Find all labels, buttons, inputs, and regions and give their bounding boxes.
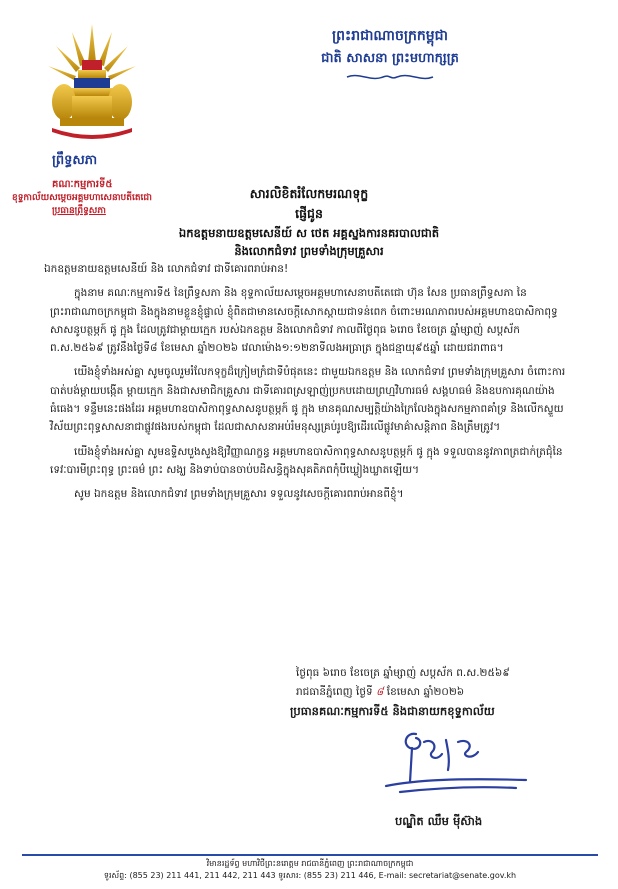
letter-title-sendto: ផ្ញើជូន (295, 206, 323, 221)
signatory-name: បណ្ឌិត ឈឹម ម៉ីស៊ាង (395, 814, 483, 828)
senate-emblem-icon (42, 22, 142, 140)
solar-date-prefix: រាជធានីភ្នំពេញ ថ្ងៃទី (296, 686, 373, 698)
solar-date (296, 683, 596, 702)
president-office: ប្រធានព្រឹទ្ធសភា (52, 206, 106, 216)
letter-recipient: ឯកឧត្ដមនាយឧត្ដមសេនីយ៍ ស ថេត អគ្គស្នងការនគរបាលជាតិ (178, 226, 440, 240)
ornament-divider-icon (345, 72, 435, 82)
salutation: ឯកឧត្ដមនាយឧត្ដមសេនីយ៍ និង លោកជំទាវ ជាទីគោរពរាប់អាន! (44, 263, 289, 275)
lunar-date: ថ្ងៃពុធ ៦រោច ខែចេត្រ ឆ្នាំម្សាញ់ សប្ដស័ក ព.ស.២៥៦៩ (296, 667, 510, 679)
letter-recipient-family: និងលោកជំទាវ ព្រមទាំងក្រុមគ្រួសារ (234, 244, 384, 258)
national-motto: ជាតិ សាសនា ព្រះមហាក្សត្រ (321, 51, 459, 66)
paragraph-2: យើងខ្ញុំទាំងអស់គ្នា សូមចូលរួមរំលែកទុក្ខដ៏ក្រៀមក្រំជាទីបំផុតនេះ ជាមួយឯកឧត្ដម និង លោកជំទាវ ព្រមទាំងក្រុមគ្រួសារ ចំពោះការបាត់បង់ម្ដាយបង្កើត ម្ដាយក្មេក និងជាសមាជិកគ្រួសារ ជាទីគោរពស្រឡាញ់ប្រកបដោយព្រហ្មវិហារធម៌ សង្គហធម៌ និងឧបការគុណយ៉ាងធំធេង។ ទន្ទឹមនេះផងដែរ អគ្គមហាឧបាសិកាពុទ្ធសាសនូបត្ថម្ភក៍ ផូ ក្អុង មានគុណសម្បត្តិយ៉ាងក្រៃលែងក្នុងសកម្មភាពគាំទ្រ និងលើកស្ទួយវិស័យព្រះពុទ្ធសាសនាជាផ្លូវផងរបស់កម្ពុជា ដែលជាសាសនាអប់រំមនុស្សគ្រប់រូបឱ្យដើរលើផ្លូវមាគ៌ាសន្តិភាព និងត្រឹមត្រូវ។ (50, 366, 566, 434)
office-name: ខុទ្ទកាល័យសម្ដេចអគ្គមហាសេនាបតីតេជោ (12, 193, 152, 203)
paragraph-1: ក្នុងនាម គណៈកម្មការទី៥ នៃព្រឹទ្ធសភា និង ខុទ្ទកាល័យសម្ដេចអគ្គមហាសេនាបតីតេជោ ហ៊ុន សែន ប្រធានព្រឹទ្ធសភា នៃព្រះរាជាណាចក្រកម្ពុជា និងក្នុងនាមខ្លួនខ្ញុំផ្ទាល់ ខ្ញុំពិតជាមានសេចក្ដីសោកស្ដាយជាទន់ពេក ចំពោះមរណភាពរបស់អគ្គមហាឧបាសិកាពុទ្ធសាសនូបត្ថម្ភក៍ ផូ ក្អុង ដែលត្រូវជាម្ដាយក្មេក របស់ឯកឧត្ដម និងលោកជំទាវ កាលពីថ្ងៃពុធ ៦រោច ខែចេត្រ ឆ្នាំម្សាញ់ សប្ដស័ក ព.ស.២៥៦៩ ត្រូវនឹងថ្ងៃទី៨ ខែមេសា ឆ្នាំ២០២៦ វេលាម៉ោង១:១២នាទីលងអធ្រាត្រ ក្នុងជន្មាយុ៩៥ឆ្នាំ ដោយជរាពាធ។ (50, 287, 558, 355)
footer-address: វិមានរដ្ឋទ័ព្ធ មហាវិថីព្រះនរោត្ដម រាជធានីភ្នំពេញ ព្រះរាជាណាចក្រកម្ពុជា (206, 859, 414, 868)
letter-body (44, 260, 568, 510)
solar-date-day: ៨ (376, 686, 384, 698)
kingdom-name: ព្រះរាជាណាចក្រកម្ពុជា (331, 28, 448, 44)
date-block (296, 664, 596, 702)
footer-divider (22, 854, 598, 856)
commission-name: គណៈកម្មការទី៥ (52, 179, 113, 190)
signatory-title: ប្រធានគណៈកម្មការទី៥ និងជានាយកខុទ្ទកាល័យ (290, 704, 495, 718)
footer-contact: ទូរស័ព្ទ: (855 23) 211 441, 211 442, 211 443 ទូរសារ: (855 23) 211 446, E-mail: secretariat@senate.gov.kh (103, 871, 517, 880)
solar-date-suffix: ខែមេសា ឆ្នាំ២០២៦ (386, 686, 465, 698)
handwritten-signature (376, 722, 536, 802)
letter-title (0, 184, 618, 260)
footer (22, 858, 598, 882)
closing-line: សូម ឯកឧត្ដម និងលោកជំទាវ ព្រមទាំងក្រុមគ្រួសារ ទទួលនូវសេចក្ដីគោរពរាប់អានពីខ្ញុំ។ (74, 488, 404, 501)
letter-title-main: សារលិខិតរំលែកមរណទុក្ខ (249, 186, 369, 201)
kingdom-header (240, 24, 540, 82)
senate-name: ព្រឹទ្ធសភា (52, 153, 98, 168)
paragraph-3: យើងខ្ញុំទាំងអស់គ្នា សូមឧទ្ទិសបួងសួងឱ្យវិញ្ញាណក្ខន្ធ អគ្គមហាឧបាសិកាពុទ្ធសាសនូបត្ថម្ភក៍ ផូ ក្អុង ទទួលបាននូវភាពត្រជាក់ត្រជុំនៃទេវៈបារមីព្រះពុទ្ធ ព្រះធម៌ ព្រះ សង្ឃ និងទាប់បានចាប់បដិសន្ធិក្នុងសុគតិភពកុំបីឃ្លៀងឃ្លាតឡើយ។ (50, 445, 563, 476)
